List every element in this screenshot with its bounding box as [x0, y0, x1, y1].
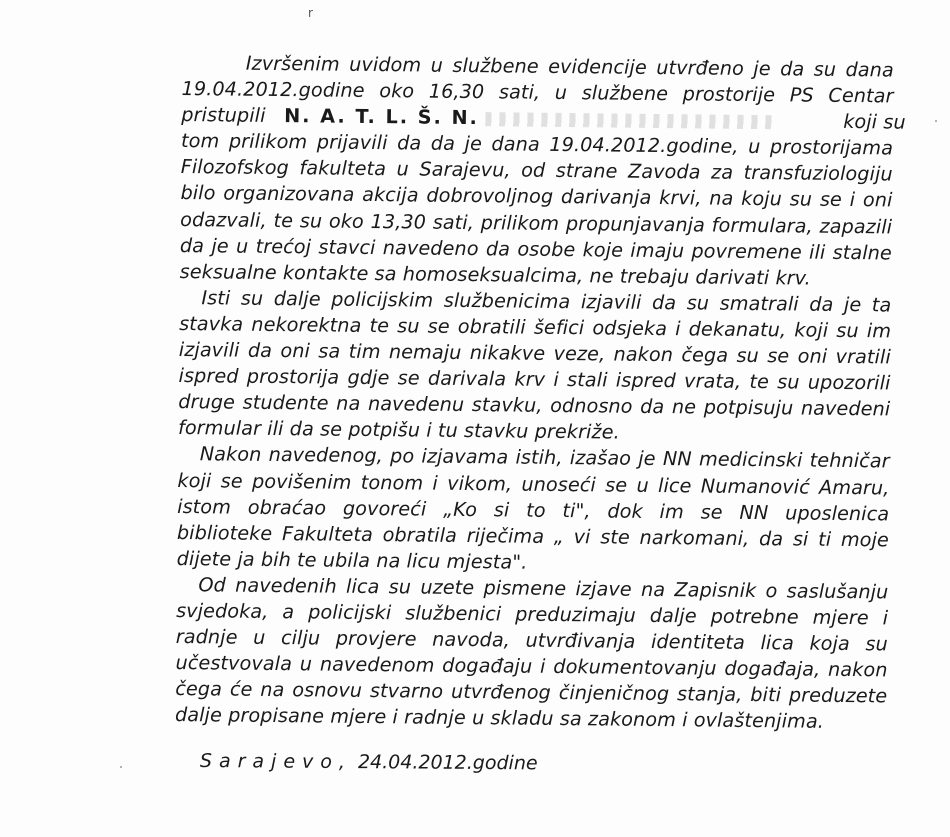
text-line: dalje propisane mjere i radnje u skladu sa zakonom i ovlaštenjima. — [174, 703, 825, 734]
place-label: Sarajevo, — [199, 750, 353, 774]
text-line: bilo organizovana akcija dobrovoljnog darivanja krvi, na koju su se i oni — [180, 181, 893, 212]
text-fragment: koji su — [843, 110, 906, 134]
text-line: Filozofskog fakulteta u Sarajevu, od strane Zavoda za transfuziologiju — [180, 155, 893, 186]
text-line: da je u trećoj stavci navedeno da osobe koje imaju povremene ili stalne — [179, 233, 893, 265]
text-fragment: pristupili — [181, 103, 266, 128]
document-body — [174, 50, 906, 736]
scan-speck — [120, 766, 122, 768]
text-line: tom prilikom prijavili da da je dana 19.04.2012.godine, u prostorijama — [180, 129, 894, 160]
text-line: Od navedenih lica su uzete pismene izjave na Zapisnik o saslušanju — [198, 573, 889, 604]
redacted-area — [485, 112, 775, 129]
text-line: koji se povišenim tonom i vikom, unoseći se u lice Numanović Amaru, — [177, 468, 890, 499]
text-line: stavka nekorektna te su se obratili šefici odsjeka i dekanatu, koji su im — [179, 311, 892, 343]
text-line: Izvršenim uvidom u službene evidencije utvrđeno je da su dana — [245, 51, 894, 82]
names-initials: N. A. T. L. Š. N. — [284, 104, 479, 130]
date-label: 24.04.2012.godine — [357, 751, 538, 775]
text-line: 19.04.2012.godine oko 16,30 sati, u službene prostorije PS Centar — [181, 77, 894, 108]
text-line: učestvovala u navedenom događaju i dokumentovanju događaja, nakon — [175, 651, 888, 682]
text-line: radnje u cilju provjere navoda, utvrđivanja identiteta lica koja su — [175, 625, 888, 656]
text-line: čega će na osnovu stvarno utvrđenog činjeničnog stanja, biti preduzete — [175, 677, 888, 708]
text-line: dijete ja bih te ubila na licu mjesta". — [176, 546, 528, 574]
place-date-line — [200, 750, 538, 774]
text-line: seksualne kontakte sa homoseksualcima, ne trebaju darivati krv. — [179, 259, 811, 290]
text-line: svjedoka, a policijski službenici preduzimaju dalje potrebne mjere i — [176, 598, 889, 630]
text-line: Isti su dalje policijskim službenicima izjavili da su smatrali da je ta — [201, 286, 892, 317]
text-line: biblioteke Fakulteta obratila riječima „ vi ste narkomani, da si ti moje — [176, 520, 890, 552]
text-line: Nakon navedenog, po izjavama istih, izašao je NN medicinski tehničar — [199, 442, 890, 473]
scan-speck — [935, 120, 937, 122]
text-line: ispred prostorija gdje se darivala krv i stali ispred vrata, te su upozorili — [178, 364, 891, 395]
text-line: druge studente na navedenu stavku, odnosno da ne potpisuju navedeni — [178, 390, 891, 421]
text-line: odazvali, te su oko 13,30 sati, prilikom propunjavanja formulara, zapazili — [180, 207, 893, 239]
top-mark: r — [308, 6, 313, 20]
text-line: izjavili da oni sa tim nemaju nikakve veze, nakon čega su se oni vratili — [178, 338, 891, 369]
text-line: formular ili da se potpišu i tu stavku prekriže. — [177, 416, 620, 444]
text-line: istom obraćao govoreći „Ko si to ti", dok im se NN uposlenica — [177, 494, 890, 526]
